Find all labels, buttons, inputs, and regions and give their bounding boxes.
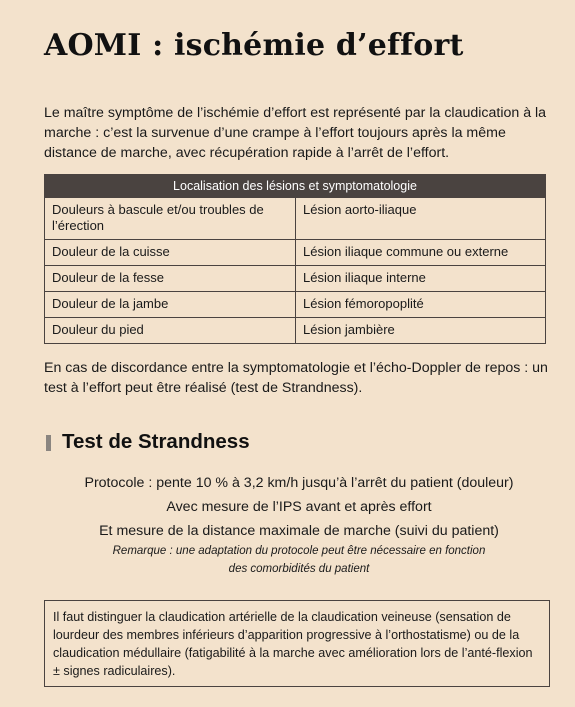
table-header: Localisation des lésions et symptomatologie: [45, 175, 546, 198]
table-row: [45, 292, 546, 318]
table-row: [45, 318, 546, 344]
remark-line: des comorbidités du patient: [228, 563, 370, 575]
lesion-cell: Lésion iliaque commune ou externe: [296, 240, 546, 266]
symptom-cell: Douleur du pied: [45, 318, 296, 344]
table-row: [45, 198, 546, 240]
symptom-cell: Douleur de la fesse: [45, 266, 296, 292]
protocol-line: Avec mesure de l’IPS avant et après effort: [166, 499, 432, 515]
note-box: Il faut distinguer la claudication artérielle de la claudication veineuse (sensation de lourdeur des membres inférieurs d’apparition progressive à l’orthostatisme) ou de la claudication médullaire (fatigabilité à la marche avec amélioration lors de l’anté-flexion ± signes radiculaires).: [44, 600, 550, 687]
table-row: [45, 266, 546, 292]
section-title: Test de Strandness: [62, 430, 250, 453]
remark-line: Remarque : une adaptation du protocole peut être nécessaire en fonction: [112, 545, 486, 557]
symptom-cell: Douleurs à bascule et/ou troubles de l’érection: [45, 198, 296, 240]
section-marker: [46, 435, 51, 451]
lesions-table: [44, 174, 546, 344]
lesion-cell: Lésion iliaque interne: [296, 266, 546, 292]
protocol-line: Et mesure de la distance maximale de marche (suivi du patient): [99, 523, 499, 539]
conclusion-paragraph: En cas de discordance entre la symptomatologie et l’écho-Doppler de repos : un test à l’effort peut être réalisé (test de Strandness).: [44, 360, 548, 396]
lesion-cell: Lésion aorto-iliaque: [296, 198, 546, 240]
intro-paragraph: Le maître symptôme de l’ischémie d’effort est représenté par la claudication à la marche : c’est la survenue d’une crampe à l’effort toujours après la même distance de marche, avec récupération rapide à l’arrêt de l’effort.: [44, 105, 547, 161]
symptom-cell: Douleur de la jambe: [45, 292, 296, 318]
protocol-line: Protocole : pente 10 % à 3,2 km/h jusqu’à l’arrêt du patient (douleur): [84, 475, 514, 491]
protocol-remark: [44, 542, 554, 578]
page-title: AOMI : ischémie d’effort: [44, 28, 464, 63]
lesion-cell: Lésion jambière: [296, 318, 546, 344]
table-row: [45, 240, 546, 266]
lesion-cell: Lésion fémoropoplité: [296, 292, 546, 318]
symptom-cell: Douleur de la cuisse: [45, 240, 296, 266]
protocol-block: [44, 471, 554, 578]
